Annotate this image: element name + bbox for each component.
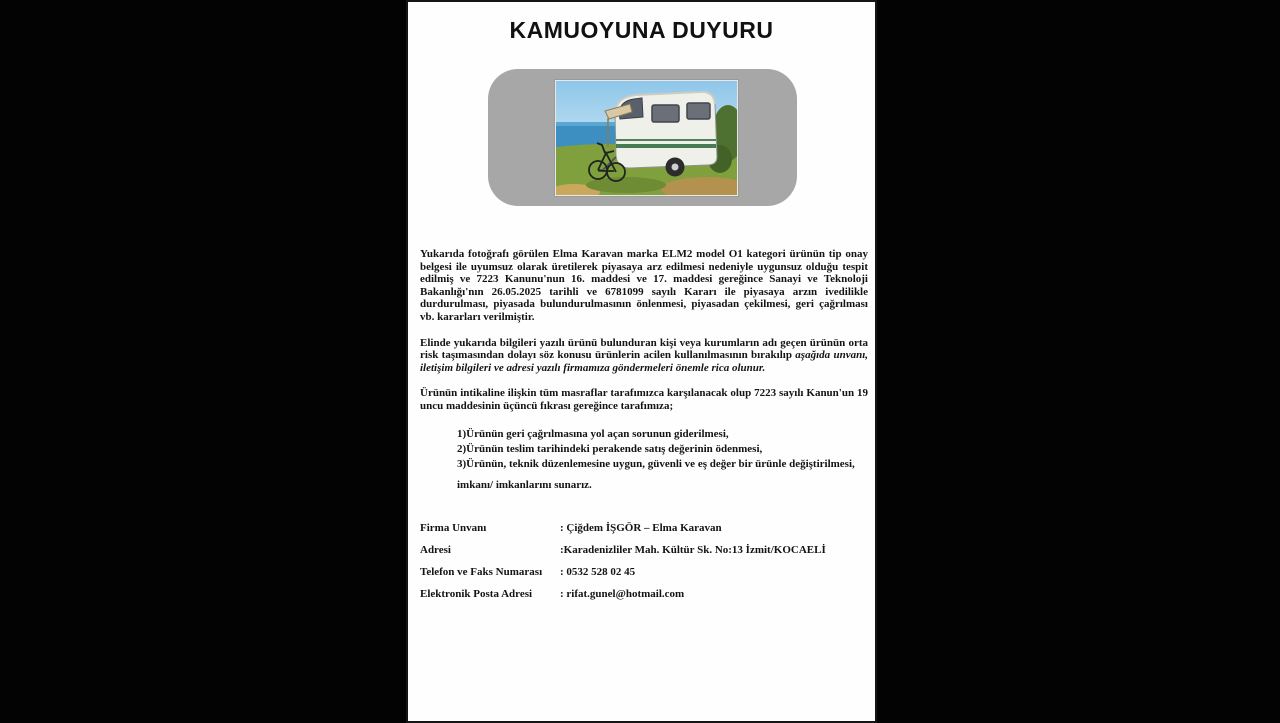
- left-letterbox-bar: [0, 0, 406, 723]
- remedy-item-2: 2)Ürünün teslim tarihindeki perakende satış değerinin ödenmesi,: [457, 442, 763, 455]
- caravan-illustration: [556, 81, 737, 195]
- announcement-page: [406, 0, 877, 723]
- paragraph-return-normal: Elinde yukarıda bilgileri yazılı ürünü bulunduran kişi veya kurumların adı geçen ürünün orta risk taşımasından dolayı söz konusu ürünlerin acilen kullanılmasının bırakılıp: [420, 336, 868, 362]
- photo-panel: [488, 69, 797, 206]
- contact-row-address: [420, 545, 868, 557]
- contact-label-address: Adresi: [420, 543, 451, 556]
- contact-row-email: [420, 589, 868, 601]
- contact-value-company: : Çiğdem İŞGÖR – Elma Karavan: [560, 521, 722, 534]
- paragraph-return-request: [420, 337, 868, 375]
- contact-row-phone: [420, 567, 868, 579]
- paragraph-costs: [420, 387, 868, 412]
- paragraph-decision-text: Yukarıda fotoğrafı görülen Elma Karavan marka ELM2 model O1 kategori ürünün tip onay belgesi ile uyumsuz olarak üretilerek piyasaya arz edilmesi nedeniyle uygunsuz olduğu tespit edilmiş ve 7223 Kanunu'nun 16. maddesi ve 17. maddesi gereğince Sanayi ve Teknoloji Bakanlığı'nın 26.05.2025 tarihli ve 6781099 sayılı Kararı ile piyasaya arzın ivedilikle durdurulması, piyasada bulundurulmasının önlenmesi, piyasadan çekilmesi, geri çağrılması vb. kararları verilmiştir.: [420, 248, 868, 323]
- contact-row-company: [420, 523, 868, 535]
- contact-value-phone: : 0532 528 02 45: [560, 565, 636, 578]
- contact-value-email: : rifat.gunel@hotmail.com: [560, 587, 685, 600]
- closing-line: imkanı/ imkanlarını sunarız.: [457, 478, 592, 491]
- paragraph-decision: [420, 248, 868, 324]
- right-letterbox-bar: [877, 0, 1280, 723]
- document-body: [420, 248, 868, 611]
- paragraph-costs-text: Ürünün intikaline ilişkin tüm masraflar tarafımızca karşılanacak olup 7223 sayılı Kanun'un 19 uncu maddesinin üçüncü fıkrası gereğince tarafımıza;: [420, 387, 868, 412]
- remedy-item-3: 3)Ürünün, teknik düzenlemesine uygun, güvenli ve eş değer bir ürünle değiştirilmesi,: [457, 457, 855, 470]
- contact-label-phone: Telefon ve Faks Numarası: [420, 565, 543, 578]
- remedy-item-1: 1)Ürünün geri çağrılmasına yol açan sorunun giderilmesi,: [457, 427, 729, 440]
- paragraph-return-italic: aşağıda unvanı, iletişim bilgileri ve adresi yazılı firmamıza göndermeleri önemle rica olunur.: [420, 349, 868, 374]
- caravan-photo: [555, 80, 738, 196]
- contact-value-address: :Karadenizliler Mah. Kültür Sk. No:13 İzmit/KOCAELİ: [560, 543, 826, 556]
- page-title: KAMUOYUNA DUYURU: [509, 17, 774, 43]
- remedy-list: [457, 427, 868, 472]
- contact-label-email: Elektronik Posta Adresi: [420, 587, 533, 600]
- contact-label-company: Firma Unvanı: [420, 521, 487, 534]
- contact-block: [420, 523, 868, 601]
